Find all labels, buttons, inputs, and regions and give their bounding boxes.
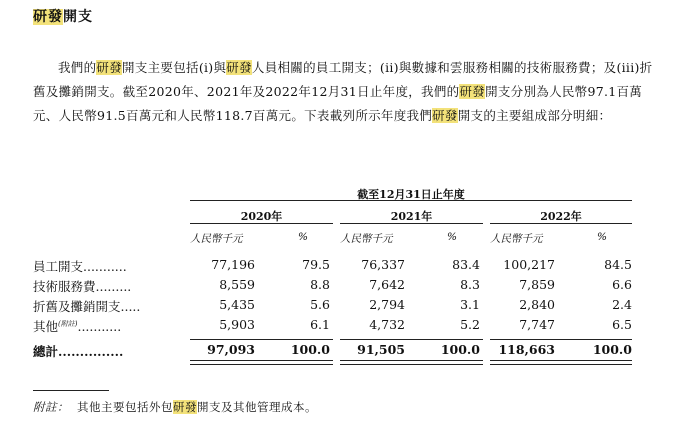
year-2020-header: 2020年 [240, 210, 283, 223]
sub-rmb-2022: 人民幣千元 [490, 233, 543, 245]
table-cell: 84.5 [604, 257, 632, 272]
footnote-separator [33, 390, 109, 391]
footnote-highlight: 研發 [173, 400, 197, 414]
subtotal-rule-2020 [190, 339, 333, 340]
table-cell: 6.5 [612, 317, 632, 332]
period-rule [190, 200, 632, 201]
heading-highlight: 研發 [33, 9, 63, 25]
year-2021-header: 2021年 [390, 210, 433, 223]
table-cell: 5.2 [460, 317, 480, 332]
paragraph-highlight: 研發 [432, 108, 458, 123]
row-label: 其他$^{(附註)}$........... [33, 319, 122, 334]
footnote-text: 其他主要包括外包 [77, 400, 173, 414]
row-label: 折舊及攤銷開支..... [33, 299, 141, 314]
paragraph-text: 開支主要包括(i)與 [122, 60, 227, 75]
table-cell: 6.6 [612, 277, 632, 292]
table-cell: 3.1 [460, 297, 480, 312]
total-cell: 100.0 [440, 342, 480, 357]
table-cell: 2,794 [369, 297, 405, 312]
total-double-rule-2021 [340, 360, 483, 365]
sub-pct-2022: % [597, 231, 607, 243]
total-cell: 97,093 [207, 342, 255, 357]
subtotal-rule-2022 [490, 339, 632, 340]
year-2022-rule [490, 223, 632, 224]
section-heading: 研發開支 [33, 9, 93, 25]
table-cell: 2.4 [612, 297, 632, 312]
table-cell: 83.4 [452, 257, 480, 272]
total-cell: 100.0 [592, 342, 632, 357]
table-cell: 76,337 [361, 257, 405, 272]
table-cell: 7,747 [519, 317, 555, 332]
paragraph-text: 我們的 [58, 60, 97, 75]
table-cell: 4,732 [369, 317, 405, 332]
sub-rmb-2021: 人民幣千元 [340, 233, 393, 245]
table-cell: 7,642 [369, 277, 405, 292]
intro-paragraph [33, 56, 653, 128]
total-cell: 118,663 [498, 342, 555, 357]
table-cell: 2,840 [519, 297, 555, 312]
period-header: 截至12月31日止年度 [357, 188, 465, 201]
paragraph-highlight: 研發 [459, 84, 486, 99]
table-cell: 79.5 [302, 257, 330, 272]
sub-pct-2020: % [298, 231, 308, 243]
total-double-rule-2020 [190, 360, 333, 365]
table-cell: 6.1 [310, 317, 330, 332]
footnote-ref: (附註) [58, 319, 78, 328]
footnote [33, 399, 317, 415]
total-double-rule-2022 [490, 360, 632, 365]
sub-rmb-2020: 人民幣千元 [190, 233, 243, 245]
paragraph-text: 人員相關的員工開支；(ii)與數據和雲服務相關的技術服務費；及(iii)折舊及攤銷開支。截至2020年、2021年及2022年12月31日止年度，我們的 [33, 60, 653, 99]
paragraph-highlight: 研發 [226, 60, 252, 75]
year-2021-rule [340, 223, 483, 224]
footnote-label: 附註： [33, 400, 69, 414]
paragraph-highlight: 研發 [96, 60, 123, 75]
year-2020-rule [190, 223, 333, 224]
total-cell: 100.0 [290, 342, 330, 357]
total-cell: 91,505 [357, 342, 405, 357]
row-label: 技術服務費......... [33, 279, 132, 294]
table-cell: 5,435 [219, 297, 255, 312]
paragraph-text: 開支分別為人民幣97.1百萬元、人民幣91.5百萬元和人民幣118.7百萬元。下表載列所示年度我們 [33, 84, 643, 123]
paragraph-text: 開支的主要組成部分明細： [457, 108, 612, 123]
subtotal-rule-2021 [340, 339, 483, 340]
year-2022-header: 2022年 [540, 210, 582, 223]
sub-pct-2021: % [447, 231, 457, 243]
table-cell: 8,559 [219, 277, 255, 292]
table-cell: 100,217 [503, 257, 555, 272]
footnote-text: 開支及其他管理成本。 [197, 400, 317, 414]
table-cell: 5.6 [310, 297, 330, 312]
total-label: 總計............... [33, 344, 124, 359]
table-cell: 8.8 [310, 277, 330, 292]
row-label: 員工開支........... [33, 259, 127, 274]
table-cell: 77,196 [211, 257, 255, 272]
footnote-text [77, 400, 317, 414]
table-cell: 5,903 [219, 317, 255, 332]
table-cell: 7,859 [519, 277, 555, 292]
table-cell: 8.3 [460, 277, 480, 292]
